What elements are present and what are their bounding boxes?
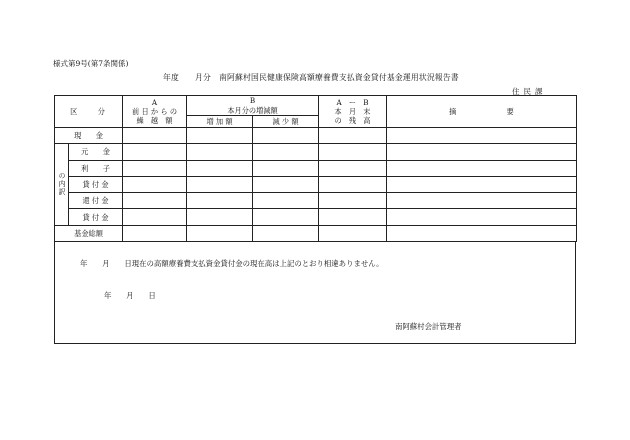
cell bbox=[123, 160, 187, 176]
signer-title: 南阿蘇村会計管理者 bbox=[395, 322, 462, 331]
cell bbox=[387, 225, 577, 241]
form-number: 様式第9号(第7条関係) bbox=[53, 59, 129, 68]
cell bbox=[319, 176, 387, 192]
row-label-kashitsuke: 貸 付 金 bbox=[69, 176, 123, 192]
cell bbox=[319, 193, 387, 209]
cell bbox=[387, 160, 577, 176]
cell bbox=[387, 193, 577, 209]
breakdown-label-cell bbox=[55, 144, 69, 225]
cell bbox=[123, 193, 187, 209]
header-tekiyo: 摘 要 bbox=[387, 96, 577, 128]
cell bbox=[319, 128, 387, 144]
row-label-gankin: 元 金 bbox=[69, 144, 123, 160]
breakdown-label: の内訳 bbox=[58, 171, 66, 196]
header-col-ab-line2: の 残 高 bbox=[334, 116, 371, 126]
cell bbox=[387, 209, 577, 225]
header-col-a-letter: A bbox=[151, 97, 158, 107]
row-label-kikin: 基金総額 bbox=[55, 225, 123, 241]
cell bbox=[253, 176, 319, 192]
row-label-kanpu: 還 付 金 bbox=[69, 193, 123, 209]
cell bbox=[253, 193, 319, 209]
cell bbox=[253, 128, 319, 144]
cell bbox=[319, 209, 387, 225]
cell bbox=[253, 209, 319, 225]
cell bbox=[123, 144, 187, 160]
header-col-a-line2: 繰 越 額 bbox=[136, 116, 173, 126]
cell bbox=[187, 160, 253, 176]
cell bbox=[187, 128, 253, 144]
header-col-b-increase: 増 加 額 bbox=[187, 116, 253, 128]
cell bbox=[123, 225, 187, 241]
cell bbox=[253, 160, 319, 176]
cell bbox=[187, 225, 253, 241]
row-label-rishi: 利 子 bbox=[69, 160, 123, 176]
header-col-ab bbox=[319, 96, 387, 128]
date-line: 年 月 日 bbox=[104, 291, 156, 300]
cell bbox=[123, 128, 187, 144]
fund-status-table bbox=[54, 95, 577, 242]
header-col-ab-letter: A ー B bbox=[336, 97, 369, 107]
row-label-genkin: 現 金 bbox=[55, 128, 123, 144]
cell bbox=[253, 225, 319, 241]
header-col-ab-line1: 本 月 末 bbox=[334, 106, 371, 116]
cell bbox=[387, 144, 577, 160]
cell bbox=[123, 176, 187, 192]
cell bbox=[187, 144, 253, 160]
cell bbox=[387, 176, 577, 192]
cell bbox=[253, 144, 319, 160]
cell bbox=[123, 209, 187, 225]
header-col-b-line1: 本月分の増減額 bbox=[227, 105, 278, 115]
header-col-b bbox=[187, 96, 319, 116]
cell bbox=[319, 225, 387, 241]
cell bbox=[319, 144, 387, 160]
cell bbox=[187, 176, 253, 192]
certification-statement: 年 月 日現在の高額療養費支払資金貸付金の現在高は上記のとおり相違ありません。 bbox=[80, 259, 384, 268]
department-label: 住民課 bbox=[512, 87, 547, 96]
header-col-a bbox=[123, 96, 187, 128]
cell bbox=[319, 160, 387, 176]
document-title: 年度 月分 南阿蘇村国民健康保険高額療養費支払資金貸付基金運用状況報告書 bbox=[163, 73, 459, 82]
header-col-b-letter: B bbox=[249, 96, 256, 106]
header-col-a-line1: 前 日 か ら の bbox=[131, 106, 178, 116]
cell bbox=[187, 209, 253, 225]
cell bbox=[387, 128, 577, 144]
cell bbox=[187, 193, 253, 209]
header-col-b-decrease: 減 少 額 bbox=[253, 116, 319, 128]
row-label-kashitsuke2: 貸 付 金 bbox=[69, 209, 123, 225]
header-kubun: 区 分 bbox=[55, 96, 123, 128]
